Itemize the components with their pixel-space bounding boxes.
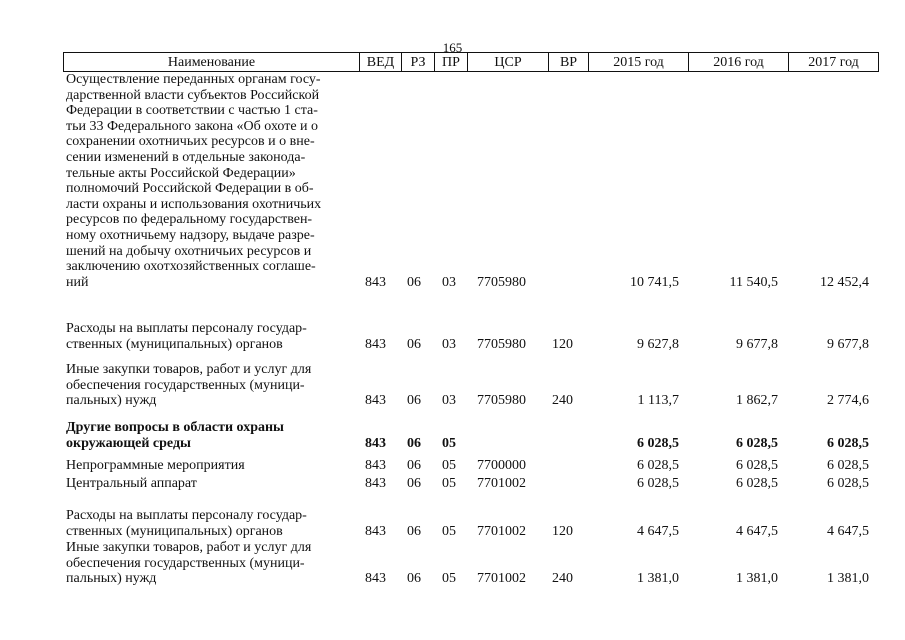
cell-csr: 7701002 — [477, 571, 526, 587]
cell-ved: 843 — [365, 274, 386, 290]
row-name-line: заключению охотхозяйственных соглаше- — [66, 259, 316, 275]
cell-y2015: 9 627,8 — [637, 336, 679, 352]
header-vr: ВР — [549, 52, 589, 72]
row-name-line: ресурсов по федеральному государствен- — [66, 212, 313, 228]
header-2017: 2017 год — [789, 52, 879, 72]
row-name-line: тельные акты Российской Федерации» — [66, 165, 296, 181]
row-name — [66, 508, 356, 539]
cell-vr: 240 — [552, 571, 573, 587]
cell-rz: 06 — [407, 393, 421, 409]
row-name-line: тьи 33 Федерального закона «Об охоте и о — [66, 118, 319, 134]
cell-rz: 06 — [407, 571, 421, 587]
header-ved: ВЕД — [360, 52, 402, 72]
table-row — [0, 362, 905, 409]
row-name-line: обеспечения государственных (муници- — [66, 377, 305, 393]
cell-y2015: 6 028,5 — [637, 458, 679, 473]
row-name-line: сохранении охотничьих ресурсов и о вне- — [66, 134, 315, 150]
cell-y2016: 4 647,5 — [736, 523, 778, 539]
row-name-line: Иные закупки товаров, работ и услуг для — [66, 362, 312, 377]
cell-y2017: 6 028,5 — [827, 476, 869, 491]
row-name-line: Иные закупки товаров, работ и услуг для — [66, 540, 312, 555]
cell-ved: 843 — [365, 336, 386, 352]
cell-y2017: 12 452,4 — [820, 274, 869, 290]
cell-rz: 06 — [407, 458, 421, 473]
cell-y2017: 6 028,5 — [827, 435, 869, 451]
row-name-line: Центральный аппарат — [66, 476, 197, 491]
cell-y2017: 9 677,8 — [827, 336, 869, 352]
cell-pr: 05 — [442, 458, 456, 473]
row-name-line: окружающей среды — [66, 435, 191, 451]
cell-rz: 06 — [407, 523, 421, 539]
cell-ved: 843 — [365, 523, 386, 539]
cell-rz: 06 — [407, 435, 421, 451]
row-name-line: пальных) нужд — [66, 571, 157, 587]
cell-y2016: 1 862,7 — [736, 393, 778, 409]
cell-y2016: 6 028,5 — [736, 476, 778, 491]
cell-pr: 05 — [442, 523, 456, 539]
cell-csr: 7701002 — [477, 523, 526, 539]
row-name-line: ному охотничьему надзору, выдаче разре- — [66, 227, 315, 243]
cell-pr: 03 — [442, 336, 456, 352]
row-name-line: пальных) нужд — [66, 393, 157, 409]
cell-csr: 7705980 — [477, 336, 526, 352]
table-row — [0, 72, 905, 290]
table-row — [0, 476, 905, 492]
cell-pr: 05 — [442, 571, 456, 587]
page-number: 165 — [442, 40, 463, 55]
row-name — [66, 458, 356, 474]
row-name — [66, 420, 356, 451]
cell-y2017: 1 381,0 — [827, 571, 869, 587]
cell-ved: 843 — [365, 393, 386, 409]
row-name-line: обеспечения государственных (муници- — [66, 555, 305, 571]
cell-pr: 03 — [442, 274, 456, 290]
row-name — [66, 72, 356, 290]
row-name-line: Расходы на выплаты персоналу государ- — [66, 321, 307, 336]
cell-pr: 05 — [442, 476, 456, 491]
cell-csr: 7700000 — [477, 458, 526, 473]
cell-y2015: 6 028,5 — [637, 476, 679, 491]
cell-y2015: 6 028,5 — [637, 435, 679, 451]
cell-y2016: 9 677,8 — [736, 336, 778, 352]
cell-csr: 7705980 — [477, 393, 526, 409]
row-name-line: Другие вопросы в области охраны — [66, 420, 284, 435]
cell-ved: 843 — [365, 571, 386, 587]
header-2016: 2016 год — [689, 52, 789, 72]
row-name — [66, 362, 356, 409]
row-name — [66, 321, 356, 352]
cell-csr: 7701002 — [477, 476, 526, 491]
row-name-line: сении изменений в отдельные законода- — [66, 149, 306, 165]
cell-y2015: 1 113,7 — [637, 393, 679, 409]
cell-vr: 120 — [552, 523, 573, 539]
row-name-line: ласти охраны и использования охотничьих — [66, 196, 322, 212]
row-name-line: Непрограммные мероприятия — [66, 458, 245, 473]
header-2015: 2015 год — [589, 52, 689, 72]
table-row — [0, 540, 905, 587]
row-name-line: ственных (муниципальных) органов — [66, 523, 283, 539]
row-name — [66, 476, 356, 492]
header-pr: ПР — [435, 52, 468, 72]
row-name-line: полномочий Российской Федерации в об- — [66, 181, 314, 197]
cell-csr: 7705980 — [477, 274, 526, 290]
cell-y2016: 6 028,5 — [736, 458, 778, 473]
cell-rz: 06 — [407, 476, 421, 491]
row-name-line: ственных (муниципальных) органов — [66, 336, 283, 352]
cell-pr: 05 — [442, 435, 456, 451]
cell-y2017: 6 028,5 — [827, 458, 869, 473]
header-rz: РЗ — [402, 52, 435, 72]
cell-y2016: 11 540,5 — [729, 274, 778, 290]
row-name-line: ний — [66, 274, 89, 290]
cell-vr: 240 — [552, 393, 573, 409]
row-name — [66, 540, 356, 587]
table-row — [0, 458, 905, 474]
cell-y2017: 2 774,6 — [827, 393, 869, 409]
cell-y2017: 4 647,5 — [827, 523, 869, 539]
row-name-line: Осуществление переданных органам госу- — [66, 72, 321, 87]
row-name-line: Федерации в соответствии с частью 1 ста- — [66, 103, 318, 119]
cell-rz: 06 — [407, 274, 421, 290]
header-name: Наименование — [63, 52, 360, 72]
cell-pr: 03 — [442, 393, 456, 409]
cell-y2015: 4 647,5 — [637, 523, 679, 539]
cell-y2015: 10 741,5 — [630, 274, 679, 290]
row-name-line: дарственной власти субъектов Российской — [66, 87, 320, 103]
cell-ved: 843 — [365, 435, 386, 451]
cell-rz: 06 — [407, 336, 421, 352]
row-name-line: Расходы на выплаты персоналу государ- — [66, 508, 307, 523]
table-row — [0, 321, 905, 352]
cell-y2016: 6 028,5 — [736, 435, 778, 451]
cell-ved: 843 — [365, 458, 386, 473]
cell-y2016: 1 381,0 — [736, 571, 778, 587]
header-csr: ЦСР — [468, 52, 549, 72]
cell-y2015: 1 381,0 — [637, 571, 679, 587]
table-row — [0, 508, 905, 539]
cell-vr: 120 — [552, 336, 573, 352]
row-name-line: шений на добычу охотничьих ресурсов и — [66, 243, 312, 259]
cell-ved: 843 — [365, 476, 386, 491]
table-row — [0, 420, 905, 451]
